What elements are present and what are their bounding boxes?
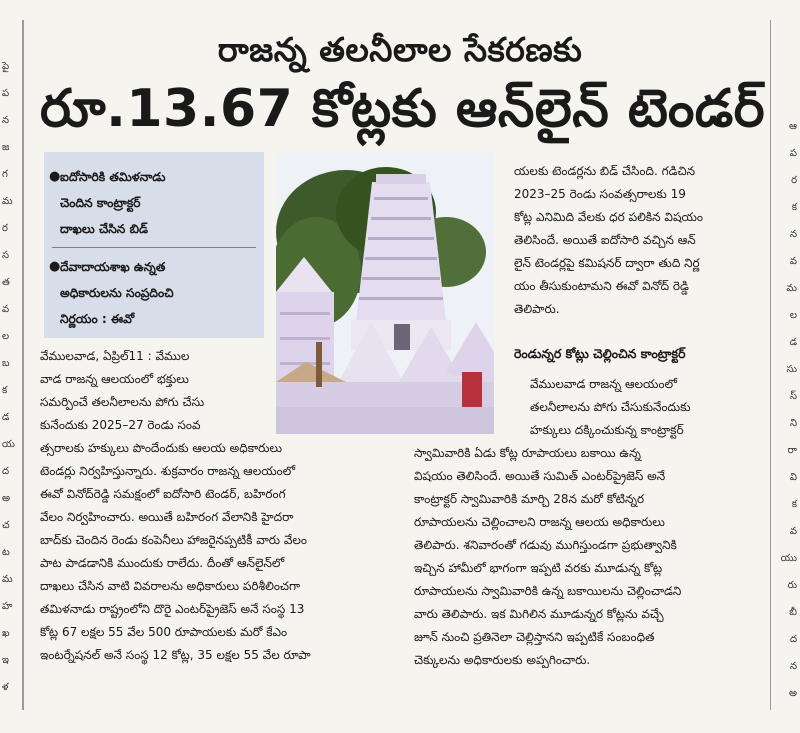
margin-char: ఇ	[2, 655, 9, 666]
bullet-icon: ●	[49, 169, 61, 184]
article-line: తెలిపారు. శనివారంతో గడువు ముగిస్తుండగా ప్రభుత్వానికి	[414, 538, 677, 552]
left-column-rule	[22, 20, 24, 710]
margin-char: వ	[789, 526, 797, 537]
article-line: చెక్కులను అధికారులకు అప్పగించారు.	[414, 653, 591, 667]
margin-char: పై	[2, 61, 10, 72]
margin-char: న	[789, 229, 797, 240]
margin-char: డ	[789, 337, 797, 348]
article-line: బాద్‌కు చెందిన రెండు కంపెనీలు హాజరైనప్పటికీ వారు వేలం	[40, 533, 308, 547]
margin-char: అ	[2, 493, 10, 504]
article-line: విషయం తెలిసిందే. అయితే సుమిత్ ఎంటర్‌ప్రైజెస్ అనే	[414, 469, 666, 483]
highlight-item-1	[49, 164, 260, 242]
article-line: పాట పాడడానికి ముందుకు రాలేదు. దీంతో ఆన్‌లైన్‌లో	[40, 556, 285, 570]
highlight-line: అధికారులను సంప్రదించి	[60, 286, 174, 300]
margin-char: బ	[2, 358, 10, 369]
margin-char: మ	[2, 574, 13, 585]
article-line: తెలిసిందే. అయితే ఐదోసారి వచ్చిన ఆన్	[514, 233, 696, 247]
article-line: వేములవాడ, ఏప్రిల్11 : వేముల	[40, 349, 190, 363]
highlight-line: దాఖలు చేసిన బిడ్	[60, 222, 149, 236]
margin-char: వి	[789, 472, 797, 483]
article-line: తెలిపారు.	[514, 302, 560, 316]
article-line: కునేందుకు 2025–27 రెండు సంవ	[40, 418, 201, 432]
margin-char: ర	[791, 175, 797, 186]
bullet-icon: ●	[49, 259, 61, 274]
margin-char: ఖ	[2, 628, 10, 639]
highlight-item-2	[49, 254, 260, 332]
article-line: కోట్ల 67 లక్షల 55 వేల 500 రూపాయలకు మరో కేఎం	[40, 625, 288, 639]
margin-char: ట	[2, 547, 10, 558]
article-line: 2023–25 రెండు సంవత్సరాలకు 19	[514, 187, 686, 201]
highlight-divider	[52, 247, 256, 248]
margin-char: న	[2, 115, 10, 126]
article-column-right-low	[530, 373, 762, 442]
margin-char: స్	[789, 391, 797, 402]
article-line: వాడ రాజన్న ఆలయంలో భక్తులు	[40, 372, 189, 386]
margin-char: మ	[786, 283, 797, 294]
margin-char: ర	[2, 223, 8, 234]
right-margin-clipped-text	[780, 0, 800, 733]
margin-char: వ	[2, 304, 10, 315]
article-line: ఇచ్చిన హామీలో భాగంగా ఇప్పటి వరకు మూడున్న కోట్ల	[414, 561, 663, 575]
margin-char: క	[2, 385, 8, 396]
margin-char: వ	[789, 256, 797, 267]
article-subheading: రెండున్నర కోట్లు చెల్లించిన కాంట్రాక్టర్	[514, 346, 686, 361]
margin-char: ప	[2, 88, 10, 99]
article-line: ఈవో వినోద్‌రెడ్డి సమక్షంలో ఐదోసారి టెండర్, బహిరంగ	[40, 487, 286, 501]
highlight-line: చెందిన కాంట్రాక్టర్	[60, 196, 141, 210]
margin-char: ళ	[2, 682, 9, 693]
temple-gopuram-image	[276, 152, 494, 434]
margin-char: ద	[2, 466, 10, 477]
margin-char: ప	[789, 148, 797, 159]
article-line: వారు తెలిపారు. ఇక మిగిలిన మూడున్నర కోట్లను వచ్చే	[414, 607, 664, 621]
margin-char: యు	[780, 553, 797, 564]
article-line: దాఖలు చేసిన వాటి వివరాలను అధికారులు పరిశీలించగా	[40, 579, 301, 593]
article-line: యలకు టెండర్లను బిడ్ చేసింది. గడిచిన	[514, 164, 696, 178]
margin-char: చ	[2, 520, 10, 531]
margin-char: స	[2, 250, 10, 261]
margin-char: ద	[789, 634, 797, 645]
margin-char: రా	[787, 445, 797, 456]
temple-photo	[276, 152, 494, 434]
article-line: రూపాయలను స్వామివారికి ఉన్న బకాయిలను చెల్లించాడని	[414, 584, 682, 598]
highlights-box	[44, 152, 264, 338]
margin-char: ని	[789, 418, 797, 429]
margin-char: జ	[2, 142, 10, 153]
article-column-left-narrow	[40, 345, 274, 437]
right-column-rule	[770, 20, 771, 710]
article-line: యం తీసుకుంటామని ఈవో వినోద్ రెడ్డి	[514, 279, 689, 293]
article-column-right-top	[514, 160, 762, 321]
article-line: రూపాయలను చెల్లించాలని రాజన్న ఆలయ అధికారులు	[414, 515, 665, 529]
highlight-line: ఐదోసారికి తమిళనాడు	[60, 170, 166, 184]
margin-char: డ	[2, 412, 10, 423]
highlight-line: నిర్ణయం : ఈవో	[60, 312, 135, 326]
margin-char: య	[2, 439, 15, 450]
margin-char: బీ	[789, 607, 797, 618]
headline-kicker: రాజన్న తలనీలాల సేకరణకు	[217, 30, 583, 69]
article-line: త్సరాలకు హక్కులు పొందేందుకు ఆలయ అధికారులు	[40, 441, 283, 455]
article-line: సమర్పించే తలనీలాలను పోగు చేసు	[40, 395, 205, 409]
article-column-right-wide	[414, 442, 762, 672]
margin-char: ల	[2, 331, 10, 342]
article-line: హక్కులు దక్కించుకున్న కాంట్రాక్టర్	[530, 423, 684, 437]
margin-char: ల	[789, 310, 797, 321]
margin-char: త	[2, 277, 10, 288]
margin-char: ఆ	[789, 121, 797, 132]
article-line: వేలం నిర్వహించారు. అయితే బహిరంగ వేలానికి హైదరా	[40, 510, 294, 524]
article-line: ఇంటర్నేషనల్ అనే సంస్థ 12 కోట్ల, 35 లక్షల 55 వేల రూపా	[40, 648, 311, 662]
article-line: కోట్ల ఎనిమిది వేలకు ధర పలికిన విషయం	[514, 210, 704, 224]
article-line: జూన్ నుంచి ప్రతినెలా చెల్లిస్తానని ఇప్పటికే సంబంధిత	[414, 630, 655, 644]
headline-main: రూ.13.67 కోట్లకు ఆన్‌లైన్ టెండర్	[40, 79, 766, 139]
margin-char: సు	[786, 364, 797, 375]
article-line: వేములవాడ రాజన్న ఆలయంలో	[530, 377, 677, 391]
left-margin-clipped-text	[0, 0, 14, 733]
margin-char: హ	[2, 601, 13, 612]
margin-char: క	[791, 202, 797, 213]
margin-char: రు	[787, 580, 797, 591]
margin-char: అ	[789, 688, 797, 699]
article-line: తమిళనాడు రాష్ట్రంలోని దొరై ఎంటర్‌ప్రైజెస్ అనే సంస్థ 13	[40, 602, 305, 616]
margin-char: న	[789, 661, 797, 672]
highlight-line: దేవాదాయశాఖ ఉన్నత	[60, 260, 166, 274]
article-line: తలనీలాలను పోగు చేసుకునేందుకు	[530, 400, 691, 414]
article-line: కాంట్రాక్టర్ స్వామివారికి మార్చి 28న మరో కోటిన్నర	[414, 492, 645, 506]
article-line: లైన్ టెండర్లపై కమిషనర్ ద్వారా తుది నిర్ణ	[514, 256, 700, 270]
article-line: స్వామివారికి ఏడు కోట్ల రూపాయలు బకాయి ఉన్న	[414, 446, 641, 460]
margin-char: క	[791, 499, 797, 510]
margin-char: గ	[2, 169, 8, 180]
margin-char: మ	[2, 196, 13, 207]
article-line: టెండర్లు నిర్వహిస్తున్నారు. శుక్రవారం రాజన్న ఆలయంలో	[40, 464, 296, 478]
